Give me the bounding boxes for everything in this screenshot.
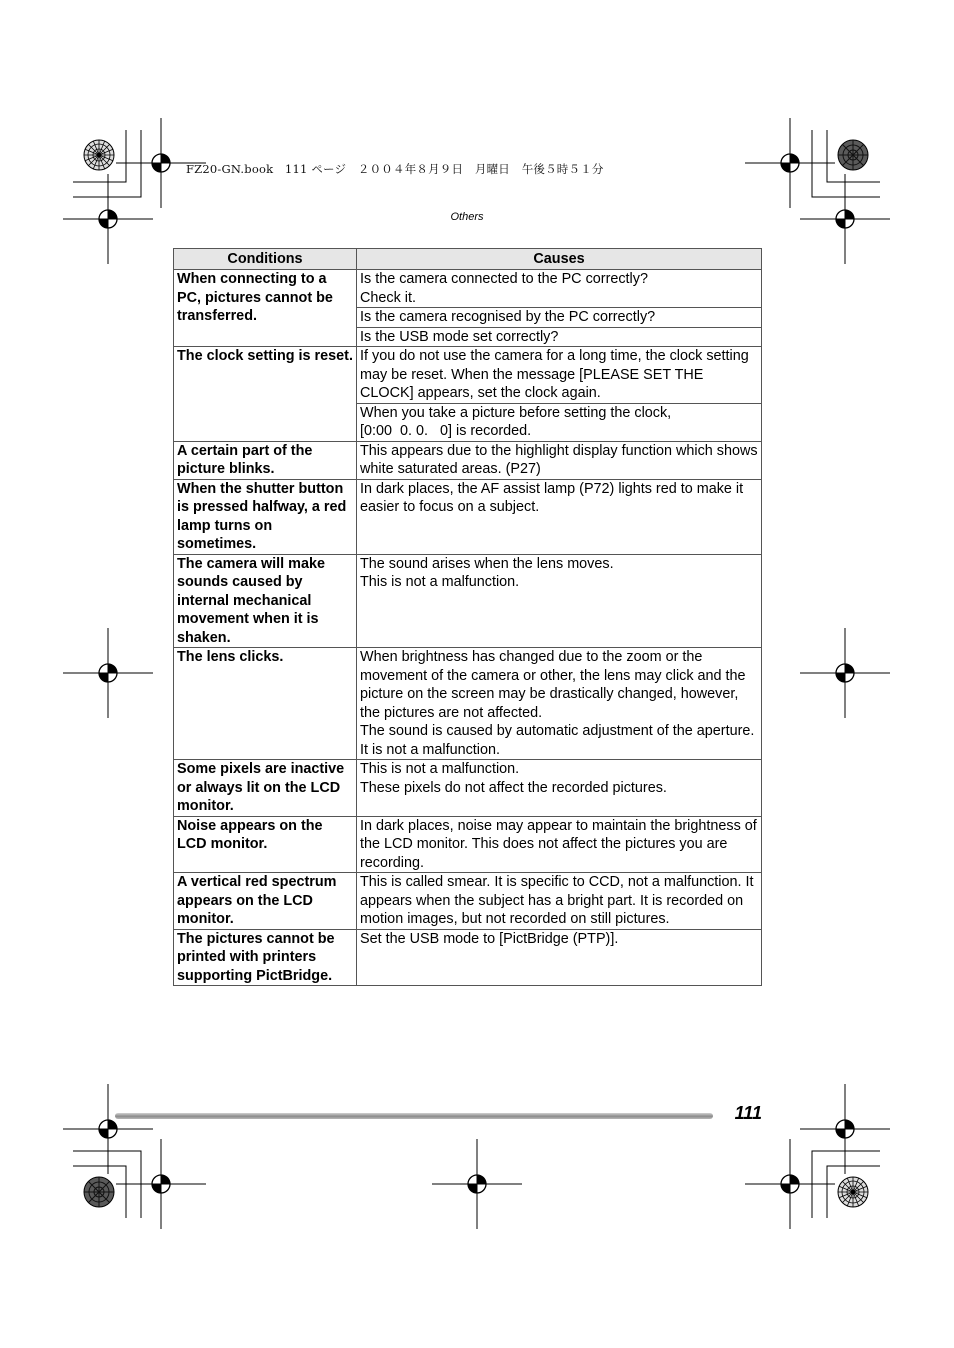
troubleshooting-table (173, 248, 762, 986)
cause-text: This is not a malfunction. (360, 761, 520, 777)
table-row (174, 554, 762, 648)
table-row (174, 929, 762, 986)
cause-cell (357, 760, 762, 817)
cause-cell (357, 554, 762, 648)
cause-text: [0:00 0. 0. 0] is recorded. (360, 423, 532, 439)
footer-rule (115, 1113, 713, 1119)
cause-cell (357, 270, 762, 308)
condition-cell: A vertical red spectrum appears on the LCD monitor. (174, 873, 357, 930)
cause-text: In dark places, noise may appear to maintain the brightness of the LCD monitor. This does not affect the pictures you are recording. (360, 817, 757, 871)
table-row (174, 760, 762, 817)
cause-text: This appears due to the highlight display function which shows white saturated areas. (P27) (360, 442, 758, 477)
cause-text: When you take a picture before setting the clock, (360, 404, 672, 421)
cause-cell (357, 403, 762, 441)
condition-cell: When connecting to a PC, pictures cannot be transferred. (174, 270, 357, 347)
table-row (174, 648, 762, 760)
table-row (174, 816, 762, 873)
cause-text: When brightness has changed due to the zoom or the movement of the camera or other, the lens may click and the picture on the screen may be drastically changed, however, the pictures are not affected. (360, 649, 746, 721)
cause-text: The sound is caused by automatic adjustment of the aperture. It is not a malfunction. (360, 723, 755, 758)
column-header-causes: Causes (357, 249, 762, 270)
column-header-conditions: Conditions (174, 249, 357, 270)
condition-cell: Noise appears on the LCD monitor. (174, 816, 357, 873)
cause-cell (357, 347, 762, 404)
cause-text: Is the USB mode set correctly? (360, 328, 559, 345)
table-header-row (174, 249, 762, 270)
cause-text: Is the camera recognised by the PC correctly? (360, 309, 656, 325)
condition-cell: The camera will make sounds caused by internal mechanical movement when it is shaken. (174, 554, 357, 648)
condition-cell: The pictures cannot be printed with printers supporting PictBridge. (174, 929, 357, 986)
cause-cell (357, 327, 762, 347)
table-row (174, 479, 762, 554)
table-row (174, 873, 762, 930)
print-header: FZ20-GN.book 111 ページ ２００４年８月９日 月曜日 午後５時５１分 (186, 162, 604, 176)
condition-cell: When the shutter button is pressed halfway, a red lamp turns on sometimes. (174, 479, 357, 554)
cause-cell (357, 648, 762, 760)
cause-text: This is not a malfunction. (360, 574, 520, 590)
cause-text: Set the USB mode to [PictBridge (PTP)]. (360, 930, 619, 947)
condition-cell: The clock setting is reset. (174, 347, 357, 442)
cause-cell (357, 479, 762, 554)
cause-text: This is called smear. It is specific to CCD, not a malfunction. It appears when the subject has a bright part. It is recorded on motion images, but not recorded on still pictures. (360, 874, 754, 927)
cause-text: These pixels do not affect the recorded pictures. (360, 779, 667, 796)
cause-text: The sound arises when the lens moves. (360, 555, 614, 572)
cause-cell (357, 816, 762, 873)
cause-text: If you do not use the camera for a long time, the clock setting may be reset. When the message [PLEASE SET THE CLOCK] appears, set the clock again. (360, 348, 749, 401)
cause-text: In dark places, the AF assist lamp (P72) lights red to make it easier to focus on a subject. (360, 480, 744, 515)
condition-cell: A certain part of the picture blinks. (174, 441, 357, 479)
cause-cell (357, 929, 762, 986)
condition-cell: The lens clicks. (174, 648, 357, 760)
section-title: Others (450, 211, 484, 223)
table-row (174, 441, 762, 479)
table-row (174, 270, 762, 308)
page-number: 111 (734, 1103, 762, 1123)
table-row (174, 347, 762, 404)
cause-text: Is the camera connected to the PC correctly? (360, 271, 648, 287)
cause-cell (357, 308, 762, 328)
cause-text: Check it. (360, 289, 416, 306)
cause-cell (357, 873, 762, 930)
cause-cell (357, 441, 762, 479)
condition-cell: Some pixels are inactive or always lit on the LCD monitor. (174, 760, 357, 817)
